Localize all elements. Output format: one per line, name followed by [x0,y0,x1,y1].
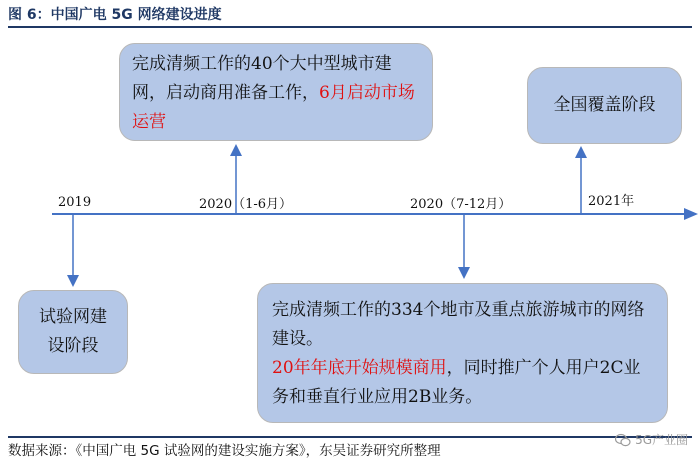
box-2020-h1-text: 完成清频工作的40个大中型城市建网，启动商用准备工作， [132,54,392,103]
timeline-arrowhead [684,208,698,220]
box-2020-h1 [119,43,433,141]
box-pilot [18,290,128,374]
year-2020-h2-label: 2020（7-12月） [410,197,512,212]
year-2019-label: 2019 [58,195,92,210]
wechat-icon [615,433,631,447]
watermark-text: 5G产业圈 [635,433,688,447]
figure-title: 图 6：中国广电 5G 网络建设进度 [8,4,692,28]
box-2020-h2-text2: ，同时推广个人用户2C业务和垂直行业应用2B业务。 [272,358,641,407]
box-2020-h1-highlight: 6月启动市场运营 [132,83,415,132]
year-2021-label: 2021年 [588,194,635,209]
box-2020-h2-text1: 完成清频工作的334个地市及重点旅游城市的网络建设。 [272,300,645,349]
box-pilot-line2: 设阶段 [47,336,99,356]
watermark [615,431,688,448]
box-nationwide [527,67,682,144]
box-2020-h2-highlight: 20年年底开始规模商用 [272,358,447,378]
box-nationwide-text: 全国覆盖阶段 [553,95,656,115]
box-2020-h2 [257,283,668,423]
year-2020-h1-label: 2020（1-6月） [199,197,293,212]
source-note: 数据来源：《中国广电 5G 试验网的建设实施方案》，东吴证券研究所整理 [8,436,692,466]
box-pilot-line1: 试验网建 [39,307,107,327]
